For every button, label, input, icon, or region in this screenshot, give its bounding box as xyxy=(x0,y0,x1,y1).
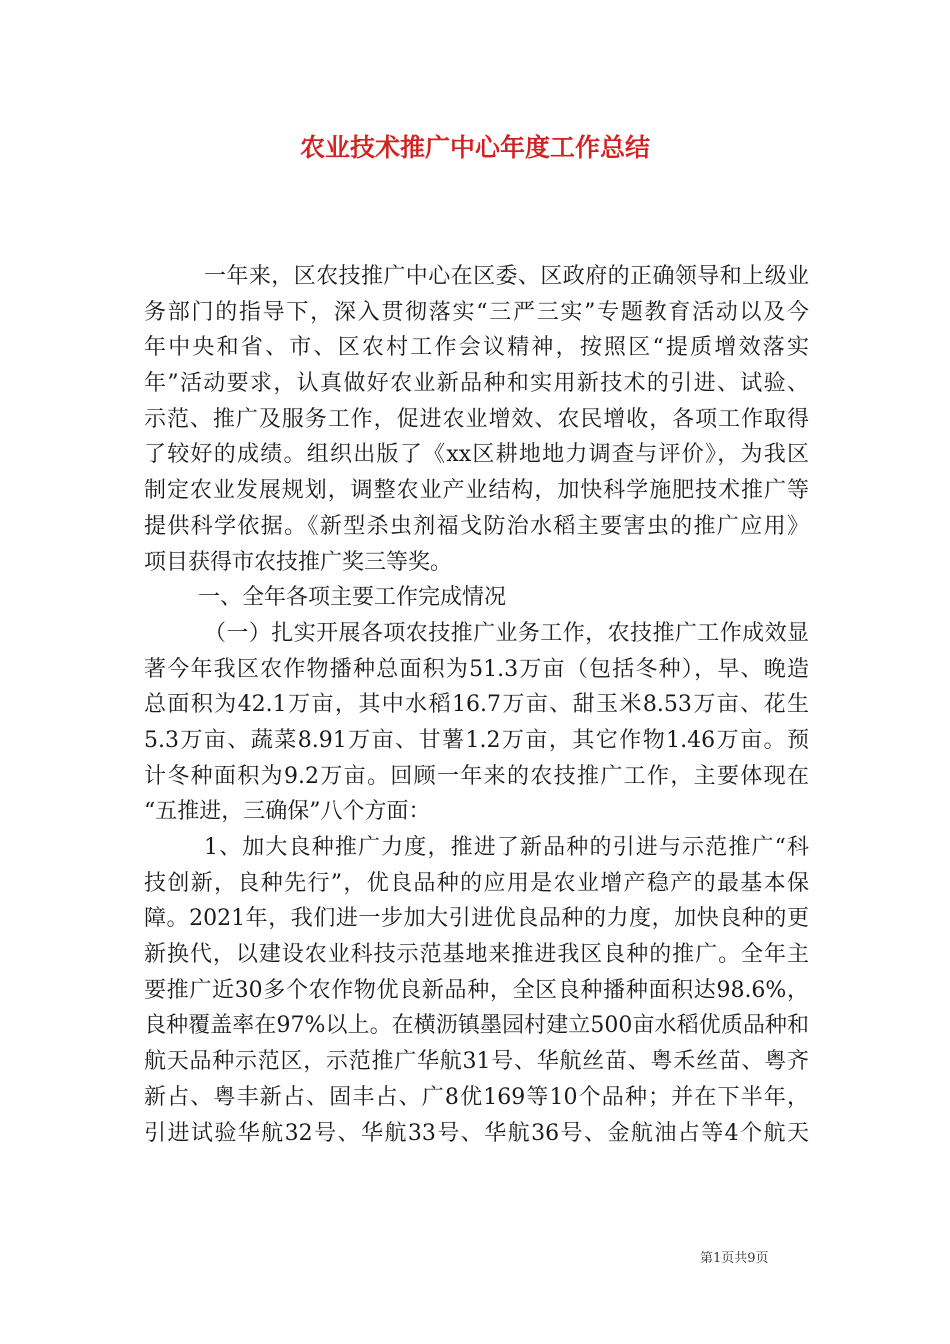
paragraph-line: 示范、推广及服务工作，促进农业增效、农民增收，各项工作取得 xyxy=(144,406,809,432)
page-number: 第1页共9页 xyxy=(700,1251,769,1266)
paragraph-line: 技创新，良种先行”，优良品种的应用是农业增产稳产的最基本保 xyxy=(144,870,809,896)
document-body xyxy=(144,259,809,1151)
paragraph-line: 制定农业发展规划，调整农业产业结构，加快科学施肥技术推广等 xyxy=(144,478,809,504)
paragraph-line: 著今年我区农作物播种总面积为51.3万亩（包括冬种），早、晚造 xyxy=(144,656,809,682)
paragraph-line: 要推广近30多个农作物优良新品种，全区良种播种面积达98.6%， xyxy=(144,977,809,1003)
paragraph-line: 良种覆盖率在97%以上。在横沥镇墨园村建立500亩水稻优质品种和 xyxy=(144,1013,809,1039)
paragraph-line: 务部门的指导下，深入贯彻落实“三严三实”专题教育活动以及今 xyxy=(144,299,809,325)
paragraph-line: “五推进，三确保”八个方面： xyxy=(144,799,431,825)
subsection-heading-line: （一）扎实开展各项农技推广业务工作，农技推广工作成效显 xyxy=(204,620,809,646)
section-heading: 一、全年各项主要工作完成情况 xyxy=(198,585,507,611)
paragraph-line: 年中央和省、市、区农村工作会议精神，按照区“提质增效落实 xyxy=(144,335,809,361)
paragraph-line: 新换代，以建设农业科技示范基地来推进我区良种的推广。全年主 xyxy=(144,942,809,968)
paragraph-line: 障。2021年，我们进一步加大引进优良品种的力度，加快良种的更 xyxy=(144,906,809,932)
numbered-item-line: 1、加大良种推广力度，推进了新品种的引进与示范推广“科 xyxy=(204,835,809,860)
paragraph-line: 年”活动要求，认真做好农业新品种和实用新技术的引进、试验、 xyxy=(144,371,809,397)
paragraph-line: 引进试验华航32号、华航33号、华航36号、金航油占等4个航天 xyxy=(144,1120,809,1146)
paragraph-line: 5.3万亩、蔬菜8.91万亩、甘薯1.2万亩，其它作物1.46万亩。预 xyxy=(144,727,809,753)
paragraph-line: 一年来，区农技推广中心在区委、区政府的正确领导和上级业 xyxy=(204,264,809,289)
paragraph-line: 新占、粤丰新占、固丰占、广8优169等10个品种；并在下半年， xyxy=(144,1084,809,1110)
paragraph-line: 提供科学依据。《新型杀虫剂福戈防治水稻主要害虫的推广应用》 xyxy=(144,513,809,539)
paragraph-line: 航天品种示范区，示范推广华航31号、华航丝苗、粤禾丝苗、粤齐 xyxy=(144,1049,809,1075)
paragraph-line: 了较好的成绩。组织出版了《xx区耕地地力调查与评价》，为我区 xyxy=(144,442,809,468)
document-title: 农业技术推广中心年度工作总结 xyxy=(299,133,650,162)
paragraph-line: 总面积为42.1万亩，其中水稻16.7万亩、甜玉米8.53万亩、花生 xyxy=(144,692,809,718)
paragraph-line: 项目获得市农技推广奖三等奖。 xyxy=(144,549,453,575)
paragraph-line: 计冬种面积为9.2万亩。回顾一年来的农技推广工作，主要体现在 xyxy=(144,763,809,789)
